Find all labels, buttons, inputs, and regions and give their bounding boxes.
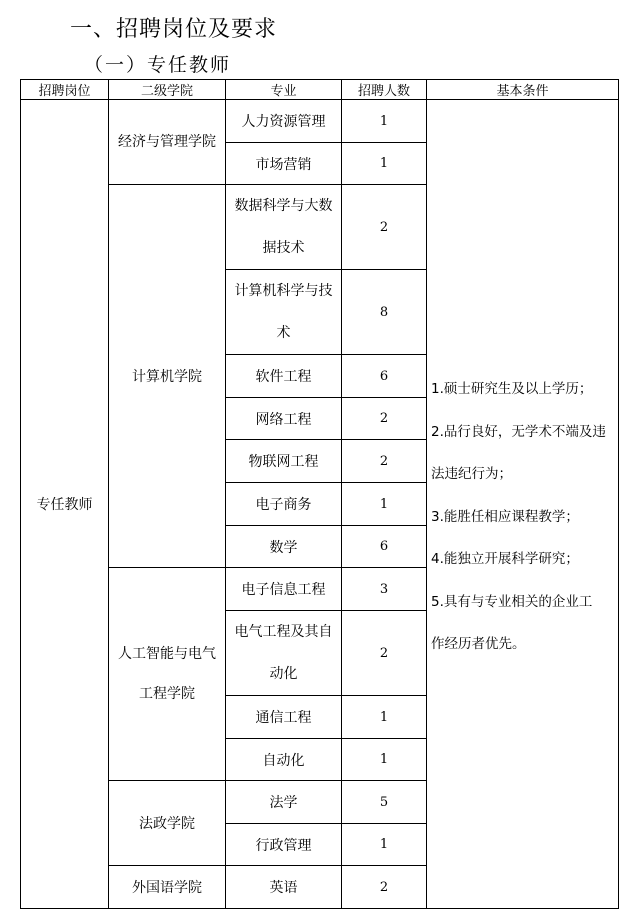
count-cell: 2: [342, 398, 427, 440]
conditions-cell: [427, 100, 619, 909]
condition-line: 4.能独立开展科学研究；: [431, 551, 579, 567]
count-cell: 1: [342, 696, 427, 739]
major-cell: 市场营销: [226, 143, 342, 185]
header-count: 招聘人数: [342, 80, 427, 100]
header-major: 专业: [226, 80, 342, 100]
major-cell: 电子信息工程: [226, 568, 342, 611]
condition-line: 5.具有与专业相关的企业工: [431, 593, 593, 610]
major-cell: 自动化: [226, 739, 342, 781]
count-cell: 1: [342, 483, 427, 526]
major-cell: 数据科学与大数据技术: [226, 185, 342, 270]
table-header-row: [21, 80, 619, 100]
major-cell: 网络工程: [226, 398, 342, 440]
condition-line: 法违纪行为；: [431, 466, 512, 482]
college-cell: 外国语学院: [109, 866, 226, 909]
count-cell: 1: [342, 100, 427, 143]
count-cell: 2: [342, 611, 427, 696]
count-cell: 8: [342, 270, 427, 355]
major-cell: 数学: [226, 526, 342, 568]
header-position: 招聘岗位: [21, 80, 109, 100]
count-cell: 6: [342, 526, 427, 568]
count-cell: 2: [342, 185, 427, 270]
count-cell: 3: [342, 568, 427, 611]
major-cell: 人力资源管理: [226, 100, 342, 143]
count-cell: 1: [342, 143, 427, 185]
college-cell: 法政学院: [109, 781, 226, 866]
condition-line: 3.能胜任相应课程教学；: [431, 508, 579, 525]
condition-line: 作经历者优先。: [431, 636, 526, 652]
major-cell: 英语: [226, 866, 342, 909]
header-conditions: 基本条件: [427, 80, 619, 100]
major-cell: 通信工程: [226, 696, 342, 739]
condition-line: 1.硕士研究生及以上学历；: [431, 381, 593, 397]
count-cell: 2: [342, 866, 427, 909]
header-college: 二级学院: [109, 80, 226, 100]
count-cell: 5: [342, 781, 427, 824]
condition-line: 2.品行良好，无学术不端及违: [431, 423, 606, 440]
subsection-title: （一）专任教师: [84, 54, 232, 76]
college-cell: 人工智能与电气工程学院: [109, 568, 226, 781]
college-cell: 经济与管理学院: [109, 100, 226, 185]
section-title: 一、招聘岗位及要求: [70, 17, 278, 42]
major-cell: 电气工程及其自动化: [226, 611, 342, 696]
major-cell: 行政管理: [226, 824, 342, 866]
major-cell: 法学: [226, 781, 342, 824]
college-cell: 计算机学院: [109, 185, 226, 568]
major-cell: 电子商务: [226, 483, 342, 526]
table-row: [21, 100, 619, 143]
major-cell: 软件工程: [226, 355, 342, 398]
major-cell: 物联网工程: [226, 440, 342, 483]
recruitment-table: [20, 79, 619, 909]
count-cell: 1: [342, 824, 427, 866]
position-cell: 专任教师: [21, 100, 109, 909]
count-cell: 6: [342, 355, 427, 398]
major-cell: 计算机科学与技术: [226, 270, 342, 355]
count-cell: 1: [342, 739, 427, 781]
count-cell: 2: [342, 440, 427, 483]
